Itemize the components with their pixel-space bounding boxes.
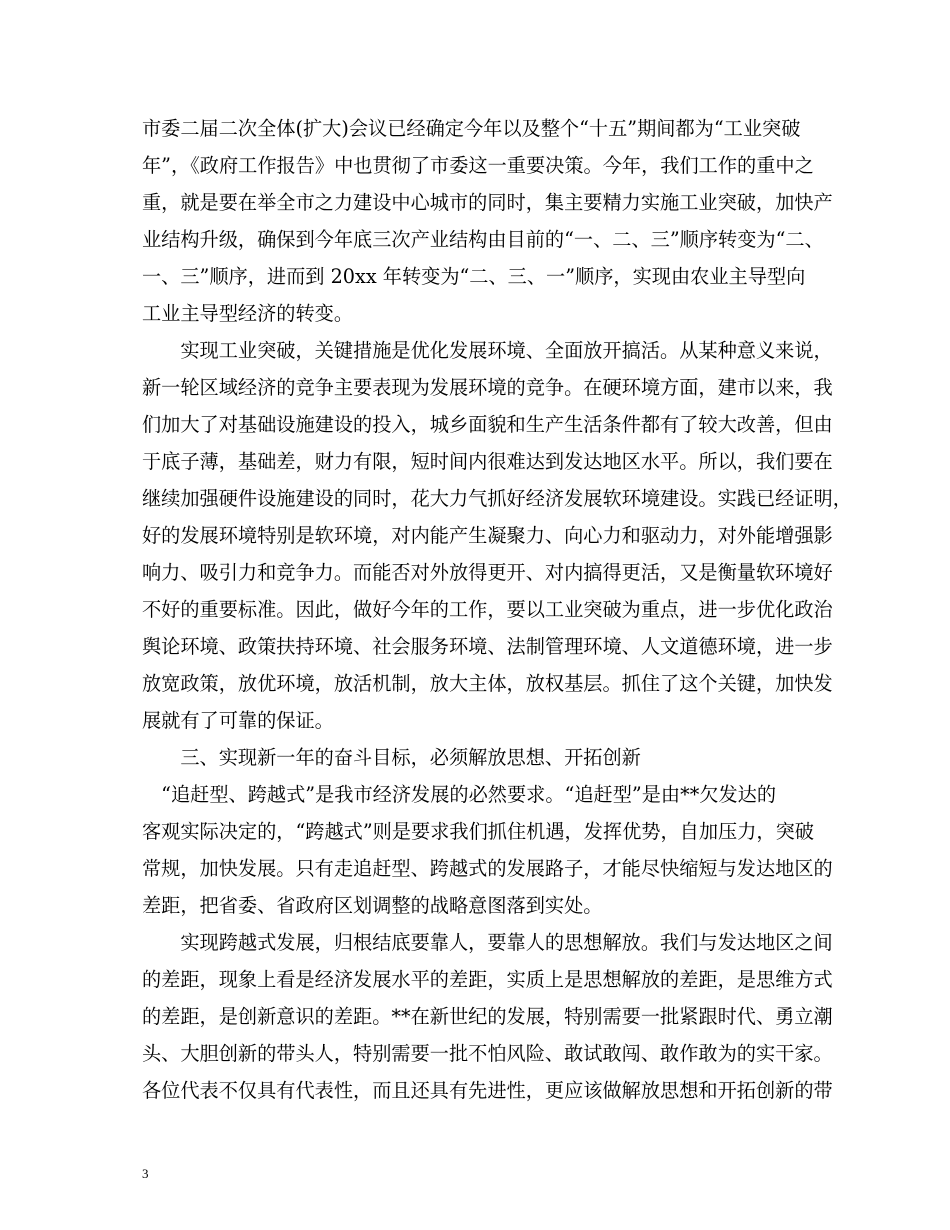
text-line: 舆论环境、政策扶持环境、社会服务环境、法制管理环境、人文道德环境，进一步 [142, 635, 833, 658]
text-line: 于底子薄，基础差，财力有限，短时间内很难达到发达地区水平。所以，我们要在 [142, 450, 833, 473]
text-line: 市委二届二次全体(扩大)会议已经确定今年以及整个“十五”期间都为“工业突破 [142, 117, 801, 140]
page-number: 3 [142, 1166, 149, 1181]
text-line: 各位代表不仅具有代表性，而且还具有先进性，更应该做解放思想和开拓创新的带 [142, 1079, 833, 1102]
text-line: 一、三”顺序，进而到 20xx 年转变为“二、三、一”顺序，实现由农业主导型向 [142, 265, 806, 288]
text-line: 的差距，现象上看是经济发展水平的差距，实质上是思想解放的差距，是思维方式 [142, 968, 833, 991]
text-line: 工业主导型经济的转变。 [142, 302, 354, 325]
text-line: 继续加强硬件设施建设的同时，花大力气抓好经济发展软环境建设。实践已经证明， [142, 487, 852, 510]
text-line: 好的发展环境特别是软环境，对内能产生凝聚力、向心力和驱动力，对外能增强影 [142, 524, 833, 547]
text-line: “追赶型、跨越式”是我市经济发展的必然要求。“追赶型”是由**欠发达的 [142, 783, 777, 806]
text-line: 展就有了可靠的保证。 [142, 709, 334, 732]
text-line: 年”，《政府工作报告》中也贯彻了市委这一重要决策。今年，我们工作的重中之 [142, 154, 814, 177]
text-line: 差距，把省委、省政府区划调整的战略意图落到实处。 [142, 894, 603, 917]
text-line: 们加大了对基础设施建设的投入，城乡面貌和生产生活条件都有了较大改善，但由 [142, 413, 833, 436]
text-line: 实现跨越式发展，归根结底要靠人，要靠人的思想解放。我们与发达地区之间 [142, 931, 833, 954]
text-line: 业结构升级，确保到今年底三次产业结构由目前的“一、二、三”顺序转变为“二、 [142, 228, 824, 251]
text-line: 新一轮区域经济的竞争主要表现为发展环境的竞争。在硬环境方面，建市以来，我 [142, 376, 833, 399]
text-line: 响力、吸引力和竞争力。而能否对外放得更开、对内搞得更活，又是衡量软环境好 [142, 561, 833, 584]
text-line: 实现工业突破，关键措施是优化发展环境、全面放开搞活。从某种意义来说， [142, 339, 833, 362]
section-heading: 三、实现新一年的奋斗目标，必须解放思想、开拓创新 [142, 746, 641, 769]
text-line: 不好的重要标准。因此，做好今年的工作，要以工业突破为重点，进一步优化政治 [142, 598, 833, 621]
text-line: 重，就是要在举全市之力建设中心城市的同时，集主要精力实施工业突破，加快产 [142, 191, 833, 214]
text-line: 放宽政策，放优环境，放活机制，放大主体，放权基层。抓住了这个关键，加快发 [142, 672, 833, 695]
text-line: 头、大胆创新的带头人，特别需要一批不怕风险、敢试敢闯、敢作敢为的实干家。 [142, 1042, 833, 1065]
text-line: 的差距，是创新意识的差距。**在新世纪的发展，特别需要一批紧跟时代、勇立潮 [142, 1005, 833, 1028]
text-line: 常规，加快发展。只有走追赶型、跨越式的发展路子，才能尽快缩短与发达地区的 [142, 857, 833, 880]
text-line: 客观实际决定的，“跨越式”则是要求我们抓住机遇，发挥优势，自加压力，突破 [142, 820, 814, 843]
